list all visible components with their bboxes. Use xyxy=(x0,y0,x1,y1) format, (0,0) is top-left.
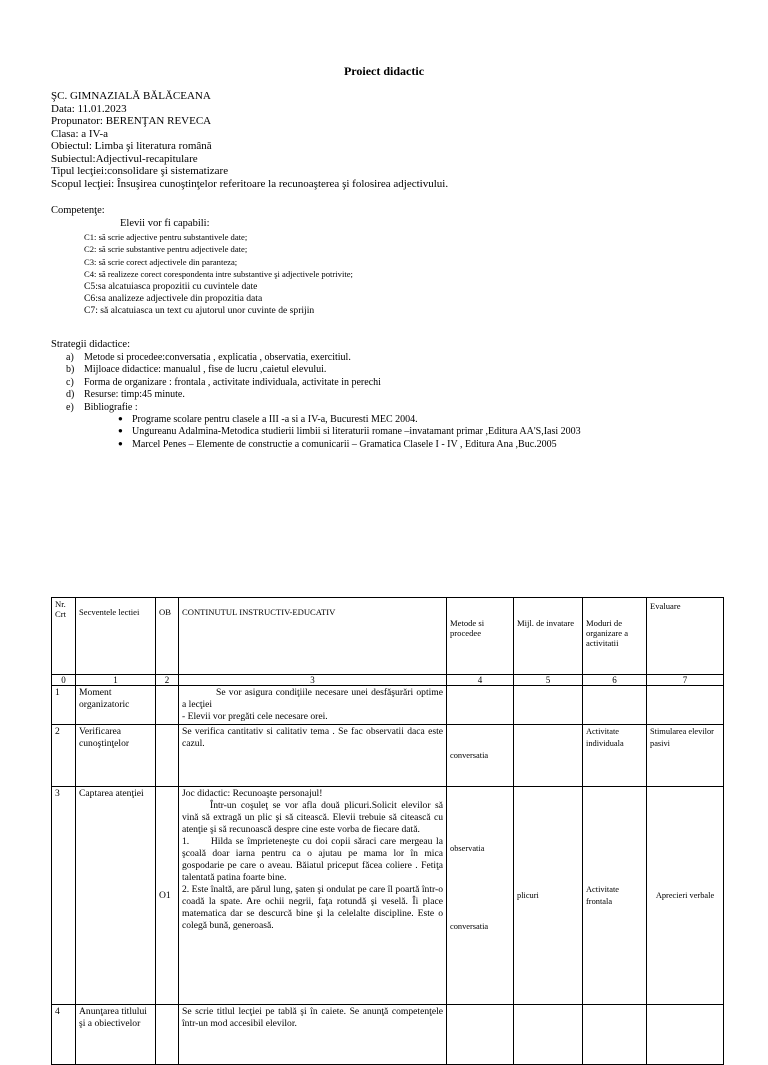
strategy-label: c) xyxy=(66,376,74,388)
row-methods: conversatia xyxy=(447,725,514,787)
row-organization xyxy=(583,1005,647,1065)
content-paragraph: 2. Este înaltă, are părul lung, şaten şi ondulat pe care îl poartă într-o coadă la spate. Are ochii negrii, faţa rotundă şi veselă. Îi place matematica dar se descurcă bine şi la celelalte discipline. Este o colegă bună, generoasă. xyxy=(182,884,443,931)
subject-object-line: Obiectul: Limba şi literatura română xyxy=(51,140,212,152)
table-number-row xyxy=(52,675,724,686)
header-secventele: Secventele lectiei xyxy=(76,598,156,675)
table-row xyxy=(52,725,724,787)
strategy-text: Bibliografie : xyxy=(84,401,138,413)
content-paragraph: Joc didactic: Recunoaşte personajul! xyxy=(182,788,323,799)
row-organization: Activitate frontala xyxy=(583,787,647,1005)
strategy-item xyxy=(66,377,581,389)
bibliography-list xyxy=(118,414,581,451)
row-content xyxy=(179,787,447,1005)
school-name: ŞC. GIMNAZIALĂ BĂLĂCEANA xyxy=(51,90,211,102)
row-organization: Activitate individuala xyxy=(583,725,647,787)
teacher-line: Propunator: BERENŢAN REVECA xyxy=(51,115,212,127)
method-item: conversatia xyxy=(450,922,489,931)
content-paragraph: 1. Hilda se împrieteneşte cu doi copii săraci care mergeau la şcoală doar iarna pentru ca o ajutau pe mama lor în mica gospodarie pe care o aveau. Băiatul priceput făcea coliere . Fetiţa talentată patina foarte bine. xyxy=(182,836,446,883)
table-row xyxy=(52,1005,724,1065)
competence-item: C4: să realizeze corect corespondenta intre substantive şi adjectivele potrivite; xyxy=(84,269,353,280)
lesson-metadata xyxy=(51,90,448,190)
row-content xyxy=(179,686,447,725)
document-title: Proiect didactic xyxy=(343,64,425,78)
strategy-item xyxy=(66,402,581,414)
strategy-text: Mijloace didactice: manualul , fise de lucru ,caietul elevului. xyxy=(84,364,327,376)
row-methods xyxy=(447,787,514,1005)
row-organization xyxy=(583,686,647,725)
content-paragraph: Se scrie titlul lecţiei pe tablă şi în caiete. Se anunţă competenţele într-un mod accesibil elevilor. xyxy=(182,1006,443,1029)
column-number: 5 xyxy=(514,675,583,686)
row-number: 1 xyxy=(52,686,76,725)
table-row xyxy=(52,686,724,725)
row-evaluation xyxy=(647,686,724,725)
strategy-text: Metode si procedee:conversatia , explicatia , observatia, exercitiul. xyxy=(84,352,351,363)
competence-item: C1: să scrie adjective pentru substantivele date; xyxy=(84,232,248,242)
strategies-list xyxy=(66,352,581,451)
row-evaluation: Stimularea elevilor pasivi xyxy=(647,725,724,787)
row-objective xyxy=(156,686,179,725)
strategy-item xyxy=(66,364,581,376)
row-objective xyxy=(156,1005,179,1065)
column-number: 3 xyxy=(179,675,447,686)
column-number: 1 xyxy=(76,675,156,686)
header-continutul: CONTINUTUL INSTRUCTIV-EDUCATIV xyxy=(179,598,447,675)
row-resources xyxy=(514,1005,583,1065)
column-number: 0 xyxy=(52,675,76,686)
strategies-heading: Strategii didactice: xyxy=(51,339,131,350)
strategy-label: b) xyxy=(66,364,75,376)
topic-line: Subiectul:Adjectivul-recapitulare xyxy=(51,152,198,165)
row-resources xyxy=(514,725,583,787)
lesson-purpose-line: Scopul lecţiei: Însuşirea cunoştinţelor referitoare la recunoaşterea şi folosirea adjectivului. xyxy=(51,177,449,190)
strategy-item xyxy=(66,389,581,401)
class-line: Clasa: a IV-a xyxy=(51,127,109,140)
row-resources xyxy=(514,686,583,725)
row-methods xyxy=(447,1005,514,1065)
bibliography-item: ● Marcel Penes – Elemente de constructie a comunicarii – Gramatica Clasele I - IV , Editura Ana ,Buc.2005 xyxy=(118,439,581,451)
row-sequence: Moment organizatoric xyxy=(76,686,156,725)
row-objective xyxy=(156,725,179,787)
row-sequence: Verificarea cunoştinţelor xyxy=(76,725,156,787)
content-paragraph: - Elevii vor pregăti cele necesare orei. xyxy=(182,711,328,722)
column-number: 4 xyxy=(447,675,514,686)
lesson-type-line: Tipul lecţiei:consolidare şi sistematizare xyxy=(51,165,229,177)
row-objective: O1 xyxy=(156,787,179,1005)
row-evaluation xyxy=(647,1005,724,1065)
competence-item: C2: să scrie substantive pentru adjectivele date; xyxy=(84,244,248,255)
row-content xyxy=(179,725,447,787)
column-number: 2 xyxy=(156,675,179,686)
strategy-label: a) xyxy=(66,352,74,363)
content-paragraph: Într-un coşuleţ se vor afla două plicuri.Solicit elevilor să vină să extragă un plic şi să citească. Elevii trebuie să citească cu atenţie şi să recunoască despre cine este vorba de fiecare dată. xyxy=(182,800,443,835)
row-sequence: Captarea atenţiei xyxy=(76,787,156,1005)
column-number: 6 xyxy=(583,675,647,686)
competence-item: C6:sa analizeze adjectivele din propozitia data xyxy=(84,293,263,305)
date-line: Data: 11.01.2023 xyxy=(51,102,127,115)
table-header-row xyxy=(52,598,724,675)
row-number: 3 xyxy=(52,787,76,1005)
competence-item: C7: să alcatuiasca un text cu ajutorul unor cuvinte de sprijin xyxy=(84,305,315,317)
lesson-table xyxy=(51,597,724,1065)
header-mijloace: Mijl. de invatare xyxy=(514,598,583,675)
row-methods xyxy=(447,686,514,725)
row-content xyxy=(179,1005,447,1065)
header-ob: OB xyxy=(156,598,179,675)
strategy-item xyxy=(66,352,581,364)
bibliography-item: ● Programe scolare pentru clasele a III -a si a IV-a, Bucuresti MEC 2004. xyxy=(118,414,581,426)
row-sequence: Anunţarea titlului şi a obiectivelor xyxy=(76,1005,156,1065)
strategy-text: Forma de organizare : frontala , activitate individuala, activitate in perechi xyxy=(84,376,381,388)
strategy-label: d) xyxy=(66,389,75,401)
row-resources: plicuri xyxy=(514,787,583,1005)
content-paragraph: Se vor asigura condiţiile necesare unei desfăşurări optime a lecţiei xyxy=(182,687,443,710)
method-item: observatia xyxy=(450,844,485,853)
header-moduri: Moduri de organizare a activitatii xyxy=(583,598,647,675)
column-number: 7 xyxy=(647,675,724,686)
competence-item: C5:sa alcatuiasca propozitii cu cuvintele date xyxy=(84,280,258,292)
competences-heading: Competenţe: xyxy=(51,205,105,216)
header-nr: Nr. Crt xyxy=(52,598,76,675)
header-metode: Metode si procedee xyxy=(447,598,514,675)
competence-item: C3: să scrie corect adjectivele din paranteza; xyxy=(84,256,238,267)
bibliography-item: ● Ungureanu Adalmina-Metodica studierii limbii si literaturii romane –invatamant primar ,Editura AA'S,Iasi 2003 xyxy=(118,426,581,438)
row-number: 4 xyxy=(52,1005,76,1065)
header-evaluare: Evaluare xyxy=(647,598,724,675)
competences-list xyxy=(84,231,353,318)
strategy-label: e) xyxy=(66,401,74,413)
row-number: 2 xyxy=(52,725,76,787)
table-row xyxy=(52,787,724,1005)
row-evaluation: Aprecieri verbale xyxy=(647,787,724,1005)
strategy-text: Resurse: timp:45 minute. xyxy=(84,389,185,401)
competences-intro: Elevii vor fi capabili: xyxy=(120,218,210,229)
content-paragraph: Se verifica cantitativ si calitativ tema . Se fac observatii daca este cazul. xyxy=(182,726,443,749)
